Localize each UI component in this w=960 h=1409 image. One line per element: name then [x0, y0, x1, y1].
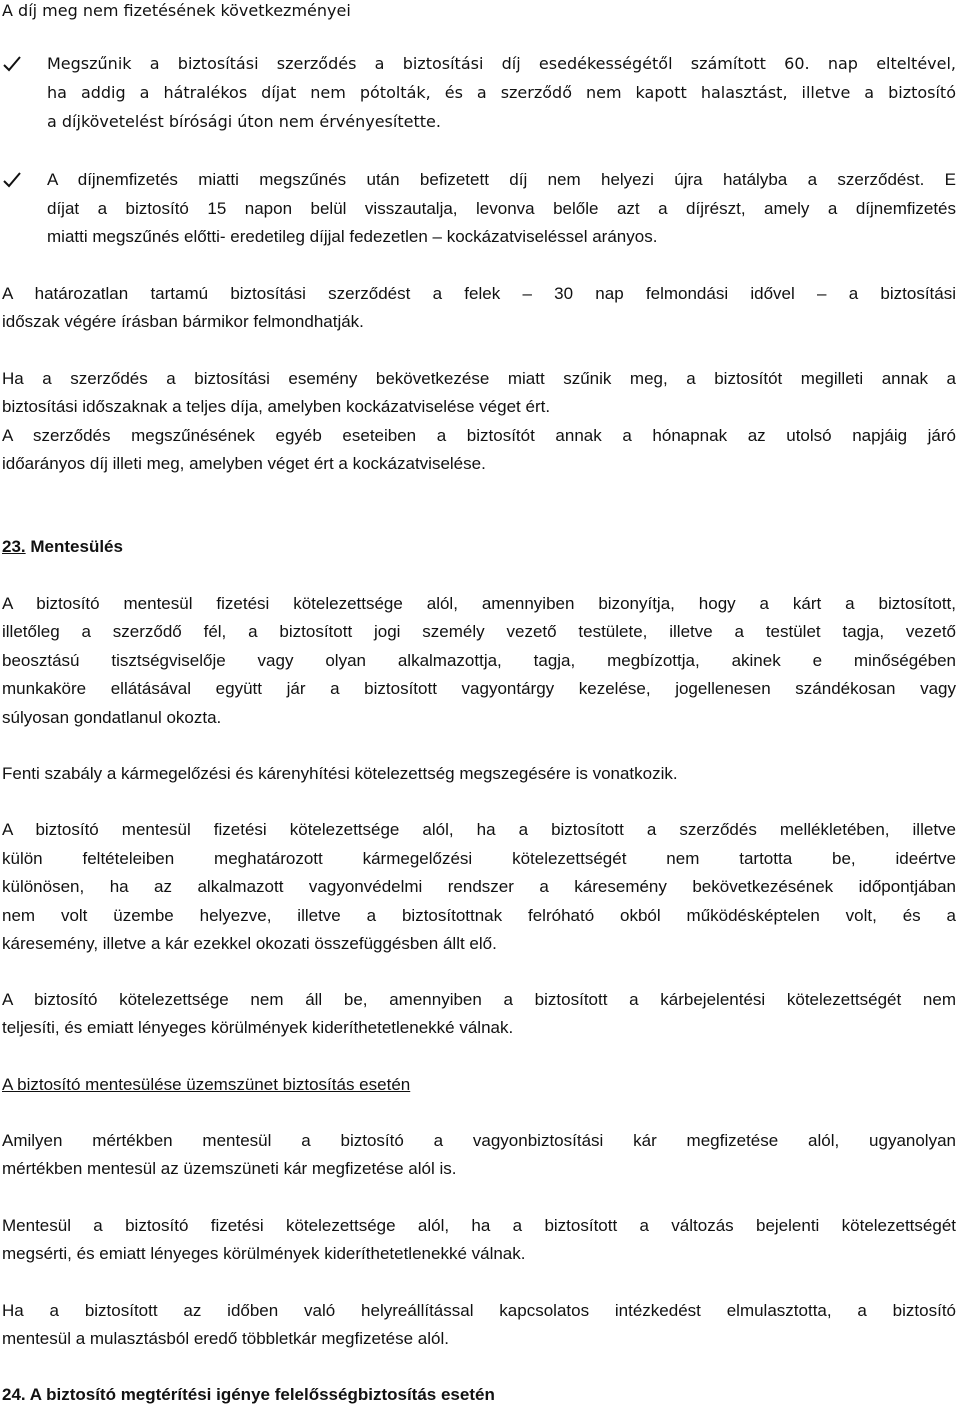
section-23-heading — [2, 532, 956, 561]
checkmark-icon — [2, 54, 22, 74]
paragraph-line: A biztosító mentesül fizetési kötelezettsége alól, amennyiben bizonyítja, hogy a kárt a biztosított, — [2, 594, 956, 613]
paragraph-line: A biztosító kötelezettsége nem áll be, amennyiben a biztosított a kárbejelentési kötelezettségét nem — [2, 990, 956, 1009]
paragraph-line: illetőleg a szerződő fél, a biztosított jogi személy vezető testülete, illetve a testület tagja, vezető — [2, 622, 956, 641]
paragraph-line: Ha a szerződés a biztosítási esemény bekövetkezése miatt szűnik meg, a biztosítót megilleti annak a — [2, 369, 956, 388]
bullet-1-line-3: a díjkövetelést bírósági úton nem érvényesítette. — [47, 112, 441, 131]
paragraph-line: nem volt üzembe helyezve, illetve a biztosítottnak felróható okból működésképtelen volt, és a — [2, 906, 956, 925]
section-23-number: 23. — [2, 537, 26, 556]
paragraph-line: mentesül a mulasztásból eredő többletkár megfizetése alól. — [2, 1329, 449, 1348]
section-title: A díj meg nem fizetésének következményei — [2, 1, 351, 20]
paragraph-line: munkaköre ellátásával együtt jár a biztosított vagyontárgy kezelése, jogellenesen szándékosan vagy — [2, 679, 956, 698]
bullet-2-line-2: díjat a biztosító 15 napon belül visszautalja, levonva belőle azt a díjrészt, amely a díjnemfizetés — [47, 199, 956, 218]
bullet-2-line-1: A díjnemfizetés miatti megszűnés után befizetett díj nem helyezi újra hatályba a szerződést. E — [47, 170, 956, 189]
paragraph-line: Ha a biztosított az időben való helyreállítással kapcsolatos intézkedést elmulasztotta, a biztosító — [2, 1301, 956, 1320]
paragraph-line: mértékben mentesül az üzemszüneti kár megfizetése alól is. — [2, 1159, 457, 1178]
paragraph-line: Mentesül a biztosító fizetési kötelezettsége alól, ha a biztosított a változás bejelenti kötelezettségét — [2, 1216, 956, 1235]
paragraph-line: A szerződés megszűnésének egyéb eseteiben a biztosítót annak a hónapnak az utolsó napjáig járó — [2, 426, 956, 445]
paragraph-line: megsérti, és emiatt lényeges körülmények kideríthetetlenekké válnak. — [2, 1244, 526, 1263]
paragraph-line: külön feltételeiben meghatározott kármegelőzési kötelezettségét nem tartotta be, ideértve — [2, 849, 956, 868]
paragraph-line: káresemény, illetve a kár ezekkel okozati összefüggésben állt elő. — [2, 934, 497, 953]
paragraph-line: súlyosan gondatlanul okozta. — [2, 708, 222, 727]
paragraph-line: időarányos díj illeti meg, amelyben véget ért a kockázatviselése. — [2, 454, 486, 473]
bullet-1-line-2: ha addig a hátralékos díjat nem pótolták, és a szerződő nem kapott halasztást, illetve a biztosító — [47, 83, 956, 102]
bullet-2-line-3: miatti megszűnés előtti- eredetileg díjjal fedezetlen – kockázatviseléssel arányos. — [47, 227, 658, 246]
paragraph-line: Fenti szabály a kármegelőzési és kárenyhítési kötelezettség megszegésére is vonatkozik. — [2, 764, 678, 783]
paragraph-line: beosztású tisztségviselője vagy olyan alkalmazottja, tagja, megbízottja, akinek e minőségében — [2, 651, 956, 670]
paragraph-line: A határozatlan tartamú biztosítási szerződést a felek – 30 nap felmondási idővel – a biztosítási — [2, 284, 956, 303]
checkmark-icon — [2, 170, 22, 190]
paragraph-line: teljesíti, és emiatt lényeges körülmények kideríthetetlenekké válnak. — [2, 1018, 514, 1037]
section-23-title: Mentesülés — [30, 537, 123, 556]
paragraph-line: különösen, ha az alkalmazott vagyonvédelmi rendszer a káresemény bekövetkezésének időpontjában — [2, 877, 956, 896]
paragraph-line: Amilyen mértékben mentesül a biztosító a vagyonbiztosítási kár megfizetése alól, ugyanolyan — [2, 1131, 956, 1150]
paragraph-line: biztosítási időszaknak a teljes díja, amelyben kockázatviselése véget ért. — [2, 397, 551, 416]
paragraph-line: A biztosító mentesül fizetési kötelezettsége alól, ha a biztosított a szerződés mellékletében, illetve — [2, 820, 956, 839]
section-24-heading: 24. A biztosító megtérítési igénye felelősségbiztosítás esetén — [2, 1385, 495, 1404]
bullet-1-line-1: Megszűnik a biztosítási szerződés a biztosítási díj esedékességétől számított 60. nap elteltével, — [47, 54, 956, 73]
subheading-business-interruption: A biztosító mentesülése üzemszünet biztosítás esetén — [2, 1075, 411, 1094]
paragraph-line: időszak végére írásban bármikor felmondhatják. — [2, 312, 364, 331]
